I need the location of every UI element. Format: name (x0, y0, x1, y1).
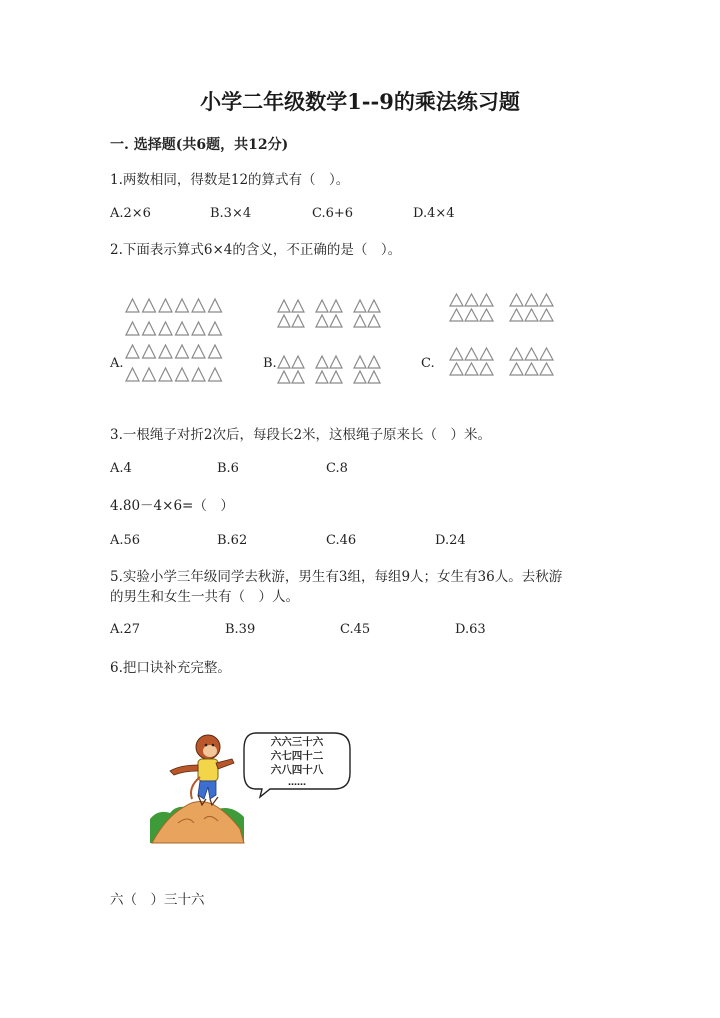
triangle-shape (143, 345, 156, 358)
question-4-option-c[interactable]: C.46 (326, 533, 357, 548)
triangle-shape (450, 309, 463, 321)
triangle-shape (278, 371, 290, 383)
question-4-option-d[interactable]: D.24 (435, 533, 466, 548)
triangle-shape (465, 363, 478, 375)
triangle-shape (176, 368, 189, 381)
triangle-shape (292, 315, 304, 327)
triangle-shape (209, 322, 222, 335)
question-5-option-b[interactable]: B.39 (225, 622, 256, 637)
question-2-option-a[interactable]: A. (110, 356, 124, 371)
triangle-shape (480, 309, 493, 321)
triangle-shape (316, 300, 328, 312)
triangle-shape (540, 363, 553, 375)
triangle-shape (510, 348, 523, 360)
triangle-shape (278, 300, 290, 312)
triangle-shape (330, 356, 342, 368)
triangle-shape (450, 363, 463, 375)
rock-shape (152, 801, 244, 843)
question-3-stem: 3.一根绳子对折2次后，每段长2米，这根绳子原来长（ ）米。 (110, 427, 492, 443)
triangle-shape (465, 348, 478, 360)
triangle-shape (126, 368, 139, 381)
question-5-stem-line-2: 的男生和女生一共有（ ）人。 (110, 589, 299, 605)
bubble-line-1: 六六三十六 (270, 736, 324, 748)
question-6-answer-line: 六（ ）三十六 (110, 892, 205, 908)
question-6-stem: 6.把口诀补充完整。 (110, 660, 231, 676)
triangle-shape (354, 315, 366, 327)
question-1-option-d[interactable]: D.4×4 (413, 206, 455, 221)
triangle-shape (176, 299, 189, 312)
triangle-shape (368, 356, 380, 368)
question-5-option-d[interactable]: D.63 (455, 622, 486, 637)
triangle-shape (292, 300, 304, 312)
question-1-stem: 1.两数相同，得数是12的算式有（ ）。 (110, 172, 350, 188)
triangle-shape (330, 315, 342, 327)
triangle-shape (480, 363, 493, 375)
triangle-shape (540, 309, 553, 321)
triangle-shape (525, 348, 538, 360)
question-1-option-a[interactable]: A.2×6 (110, 206, 151, 221)
question-4-option-a[interactable]: A.56 (110, 533, 141, 548)
bubble-line-2: 六七四十二 (270, 750, 324, 762)
triangle-shape (510, 363, 523, 375)
triangle-shape (450, 348, 463, 360)
question-3-option-b[interactable]: B.6 (217, 461, 239, 476)
triangle-shape (176, 322, 189, 335)
triangle-shape (480, 294, 493, 306)
question-2-stem: 2.下面表示算式6×4的含义，不正确的是（ ）。 (110, 242, 402, 258)
triangle-shape (143, 299, 156, 312)
triangle-shape (316, 356, 328, 368)
triangle-shape (525, 294, 538, 306)
triangle-shape (368, 371, 380, 383)
triangle-shape (209, 368, 222, 381)
triangle-shape (278, 315, 290, 327)
bubble-line-4: …… (288, 778, 306, 788)
monkey-illustration (148, 725, 354, 847)
question-1-option-b[interactable]: B.3×4 (210, 206, 252, 221)
triangle-shape (368, 300, 380, 312)
question-4-option-b[interactable]: B.62 (217, 533, 248, 548)
triangle-shape (126, 322, 139, 335)
triangle-shape (292, 371, 304, 383)
triangle-shape (465, 309, 478, 321)
triangle-shape (209, 299, 222, 312)
triangle-shape (354, 356, 366, 368)
question-5-option-a[interactable]: A.27 (110, 622, 141, 637)
triangle-shape (159, 322, 172, 335)
triangle-group-c-figure (448, 292, 560, 382)
question-4-stem: 4.80－4×6=（ ） (110, 498, 234, 514)
triangle-shape (465, 294, 478, 306)
question-2-option-c[interactable]: C. (421, 356, 435, 371)
triangle-shape (330, 300, 342, 312)
triangle-shape (354, 300, 366, 312)
triangle-shape (525, 363, 538, 375)
triangle-shape (159, 299, 172, 312)
question-2-option-b[interactable]: B. (263, 356, 277, 371)
question-5-option-c[interactable]: C.45 (340, 622, 371, 637)
monkey-pants (198, 781, 216, 799)
question-3-option-a[interactable]: A.4 (110, 461, 132, 476)
triangle-shape (510, 294, 523, 306)
section-heading: 一. 选择题(共6题，共12分) (110, 137, 289, 153)
triangle-shape (192, 322, 205, 335)
triangle-shape (126, 299, 139, 312)
triangle-shape (316, 371, 328, 383)
triangle-shape (176, 345, 189, 358)
triangle-shape (143, 322, 156, 335)
question-1-option-c[interactable]: C.6+6 (312, 206, 354, 221)
triangle-shape (143, 368, 156, 381)
triangle-shape (510, 309, 523, 321)
triangle-shape (159, 345, 172, 358)
triangle-shape (525, 309, 538, 321)
triangle-shape (126, 345, 139, 358)
triangle-shape (292, 356, 304, 368)
triangle-shape (540, 348, 553, 360)
triangle-group-b-figure (276, 298, 386, 388)
question-3-option-c[interactable]: C.8 (326, 461, 348, 476)
page-title: 小学二年级数学1--9的乘法练习题 (200, 89, 520, 114)
triangle-shape (316, 315, 328, 327)
triangle-shape (330, 371, 342, 383)
triangle-shape (480, 348, 493, 360)
triangle-shape (368, 315, 380, 327)
triangle-shape (192, 299, 205, 312)
triangle-shape (278, 356, 290, 368)
triangle-shape (209, 345, 222, 358)
triangle-shape (450, 294, 463, 306)
triangle-shape (540, 294, 553, 306)
monkey-shirt (198, 759, 218, 781)
question-5-stem-line-1: 5.实验小学三年级同学去秋游，男生有3组，每组9人；女生有36人。去秋游 (110, 569, 563, 585)
triangle-shape (159, 368, 172, 381)
bubble-line-3: 六八四十八 (270, 764, 324, 776)
triangle-shape (354, 371, 366, 383)
triangle-group-a-figure (124, 296, 228, 388)
triangle-shape (192, 345, 205, 358)
triangle-shape (192, 368, 205, 381)
